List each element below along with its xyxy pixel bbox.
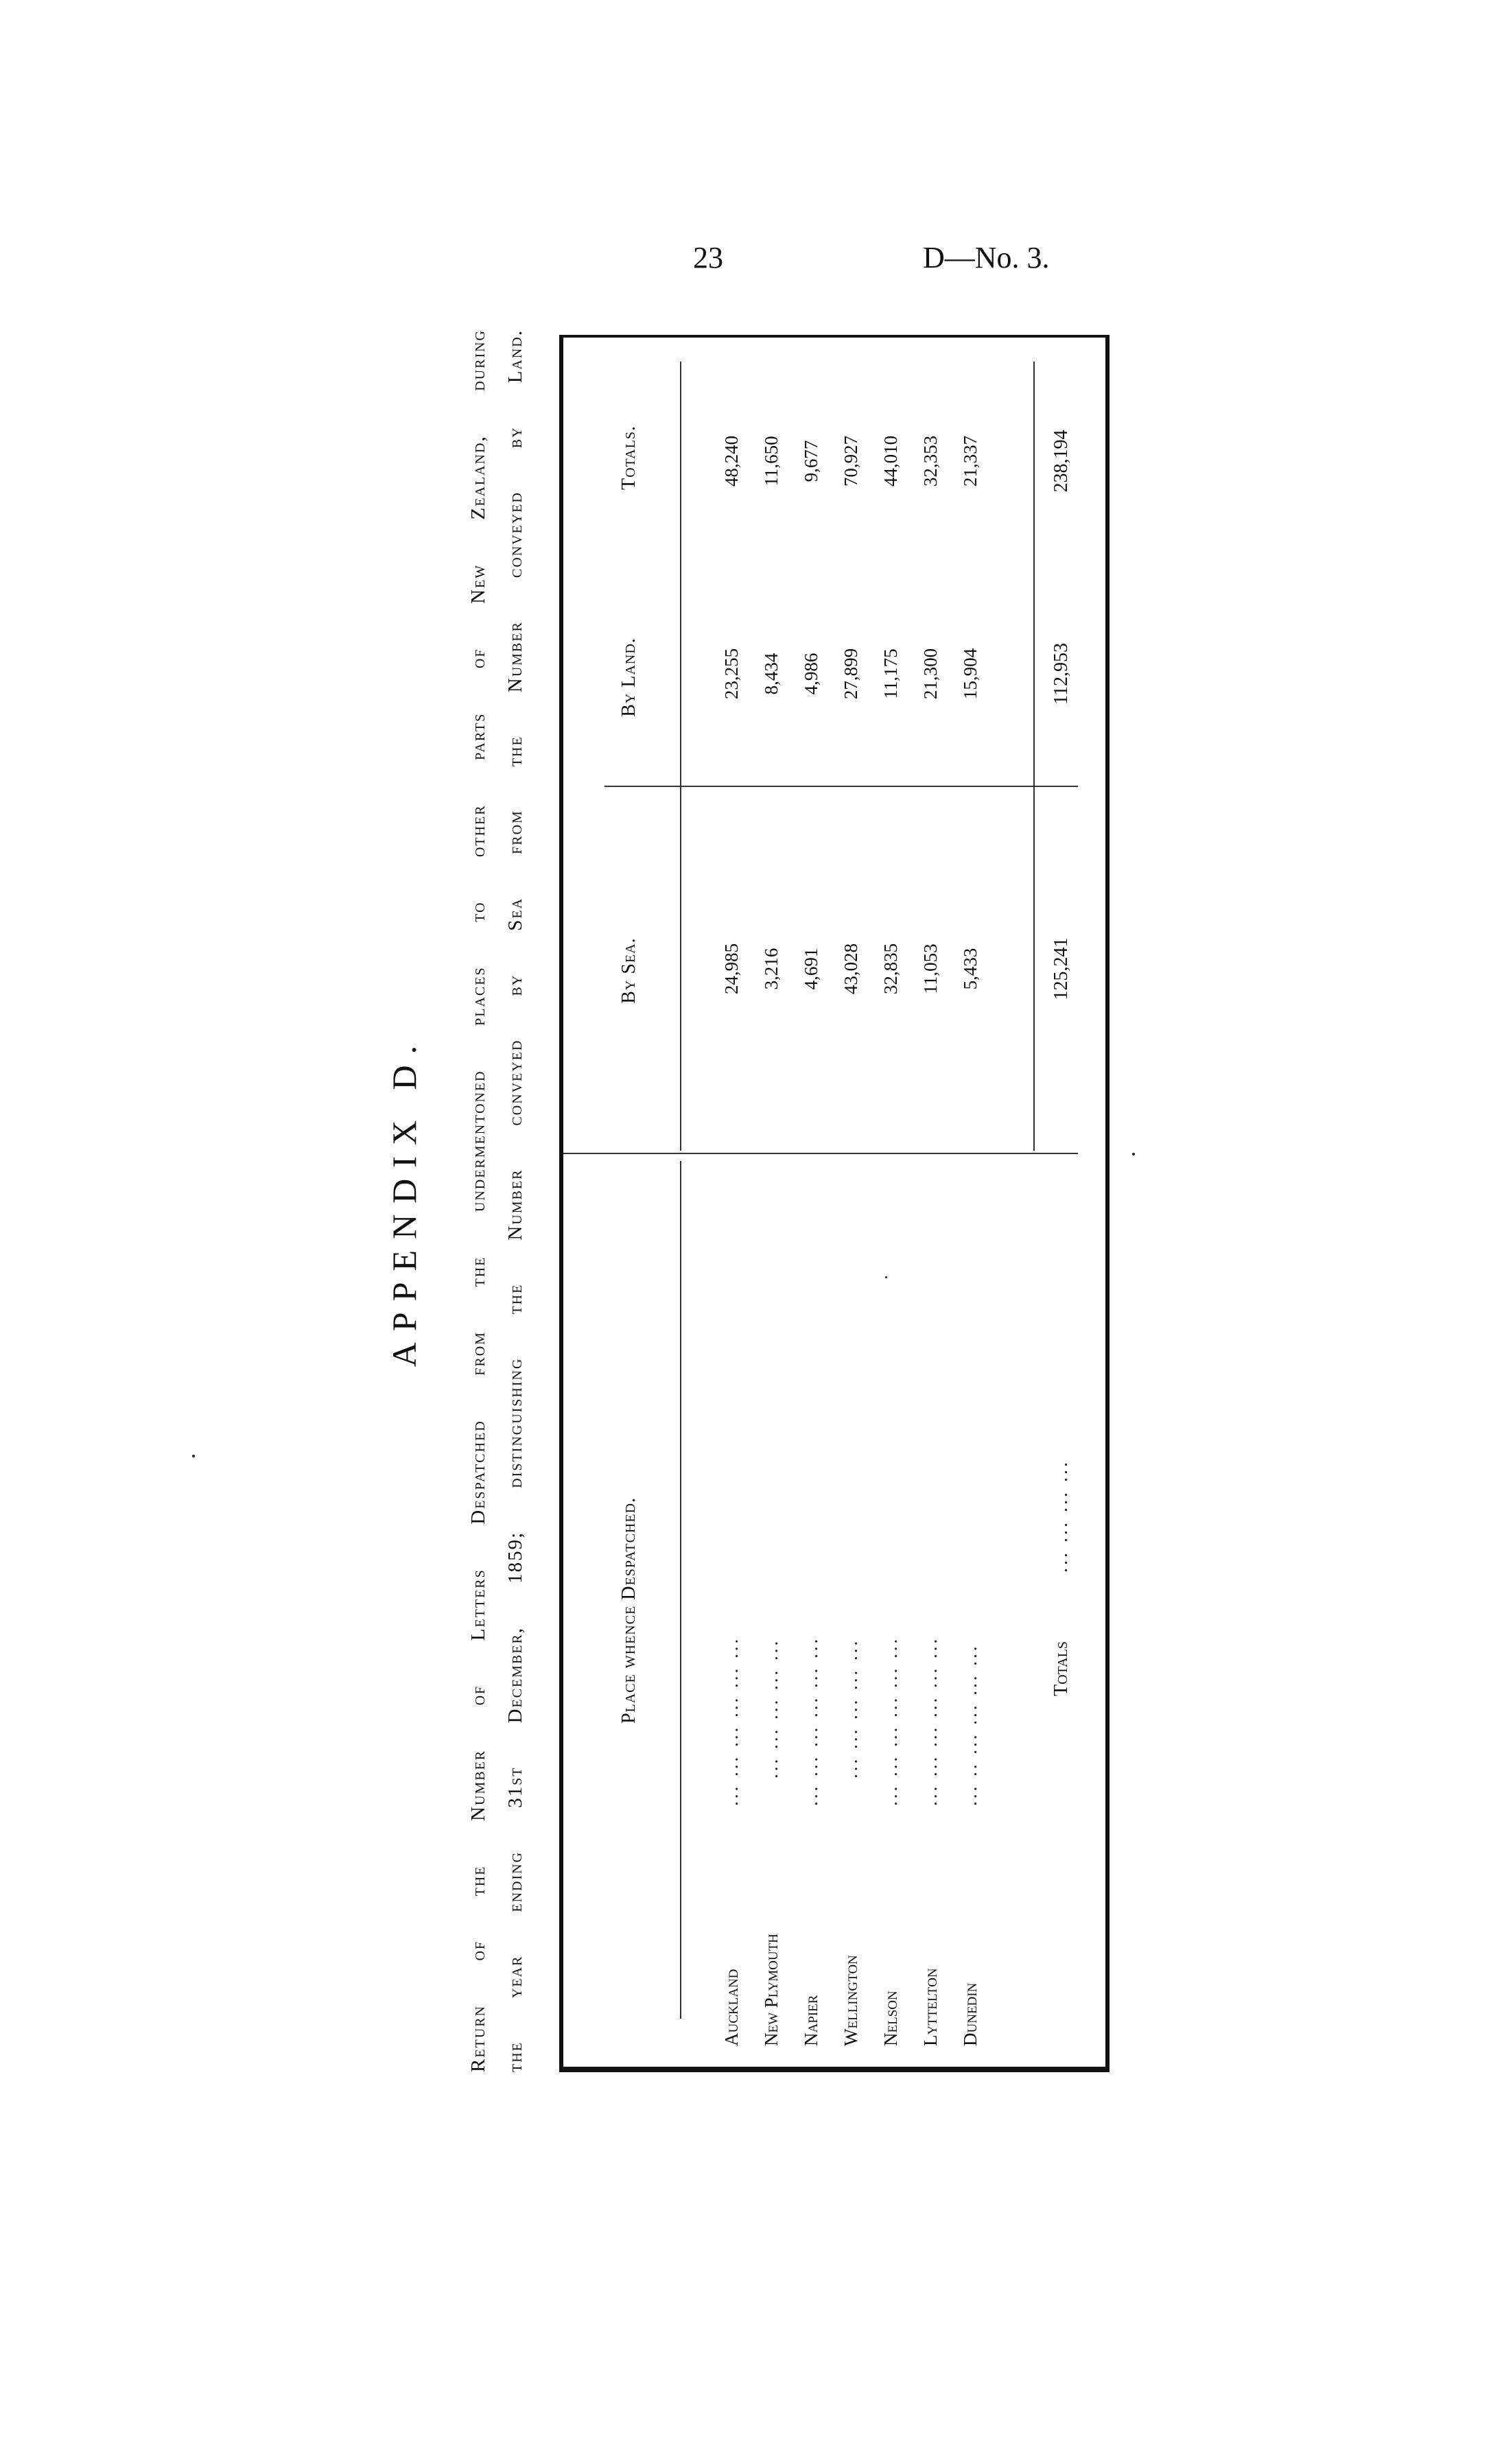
by-land-cell: 15,904 (960, 648, 981, 700)
document-reference: D—No. 3. (923, 241, 1050, 274)
letters-table (559, 335, 1110, 2072)
rotated-appendix (384, 329, 1125, 2072)
by-land-cell: 23,255 (721, 648, 742, 700)
table-description (460, 329, 534, 2072)
totals-rule (1033, 362, 1035, 1151)
leader-dots: ... ... ... ... (1050, 1459, 1072, 1573)
description-line-2: the year ending 31st December, 1859; distinguishing the Number conveyed by Sea from the Number conveyed by Land. (504, 329, 526, 2072)
by-sea-cell: 11,053 (920, 943, 941, 994)
by-land-cell: 11,175 (880, 648, 901, 699)
header-by-land: By Land. (618, 637, 639, 717)
header-rule (680, 362, 681, 1151)
by-land-cell: 27,899 (841, 648, 861, 700)
table-row (721, 351, 761, 2067)
table-row (880, 351, 920, 2067)
place-cell: Auckland (721, 1969, 742, 2046)
total-cell: 44,010 (880, 435, 901, 487)
total-cell: 48,240 (721, 435, 742, 487)
place-cell: Lyttelton (920, 1968, 941, 2046)
total-cell: 70,927 (841, 435, 861, 487)
table-row (841, 351, 880, 2067)
leader-dots: ... ... ... ... ... ... (721, 1636, 742, 1806)
totals-label: Totals (1050, 1641, 1072, 1696)
total-cell: 21,337 (960, 435, 981, 487)
appendix-title: APPENDIX D. (385, 1034, 423, 1368)
header-by-sea: By Sea. (618, 937, 639, 1004)
by-sea-cell: 5,433 (960, 948, 981, 990)
place-cell: Wellington (841, 1955, 861, 2046)
header-rule (680, 1161, 681, 2019)
column-divider (563, 1153, 604, 1154)
description-line-1: Return of the Number of Letters Despatched from the undermentoned places to other parts of New Zealand, during (467, 329, 489, 2072)
by-sea-cell: 32,835 (880, 943, 901, 995)
leader-dots: ... ... ... ... ... ... (920, 1636, 941, 1806)
by-sea-cell: 4,691 (801, 948, 821, 990)
by-land-total: 112,953 (1050, 643, 1072, 705)
leader-dots: ... ... ... ... ... (761, 1638, 782, 1779)
leader-dots: ... .. ... ... ... ... (960, 1643, 981, 1806)
place-cell: New Plymouth (761, 1934, 782, 2046)
grand-total: 238,194 (1050, 430, 1072, 493)
ink-speck (885, 1276, 887, 1278)
leader-dots: ... ... ... ... ... ... (880, 1636, 901, 1806)
table-row (801, 351, 841, 2067)
ink-speck (192, 1455, 195, 1457)
total-cell: 32,353 (920, 435, 941, 487)
by-land-cell: 21,300 (920, 648, 941, 700)
header-place: Place whence Despatched. (618, 1497, 639, 1724)
place-cell: Dunedin (960, 1982, 981, 2046)
total-cell: 11,650 (761, 436, 782, 486)
by-sea-cell: 43,028 (841, 943, 861, 995)
place-cell: Napier (801, 1995, 821, 2046)
leader-dots: ... ... ... ... ... (841, 1638, 861, 1779)
by-sea-cell: 24,985 (721, 943, 742, 995)
table-row (920, 351, 960, 2067)
by-sea-total: 125,241 (1050, 937, 1072, 1000)
by-sea-cell: 3,216 (761, 948, 782, 990)
leader-dots: ... ... ... ... ... ... (801, 1636, 821, 1806)
page-number: 23 (693, 241, 723, 274)
table-row (761, 351, 801, 2067)
by-land-cell: 8,434 (761, 653, 782, 695)
place-cell: Nelson (880, 1991, 901, 2046)
header-totals: Totals. (618, 425, 639, 490)
ink-speck (1132, 1153, 1135, 1155)
by-land-cell: 4,986 (801, 653, 821, 695)
table-row (960, 351, 1000, 2067)
totals-row (1050, 351, 1090, 2067)
total-cell: 9,677 (801, 440, 821, 482)
